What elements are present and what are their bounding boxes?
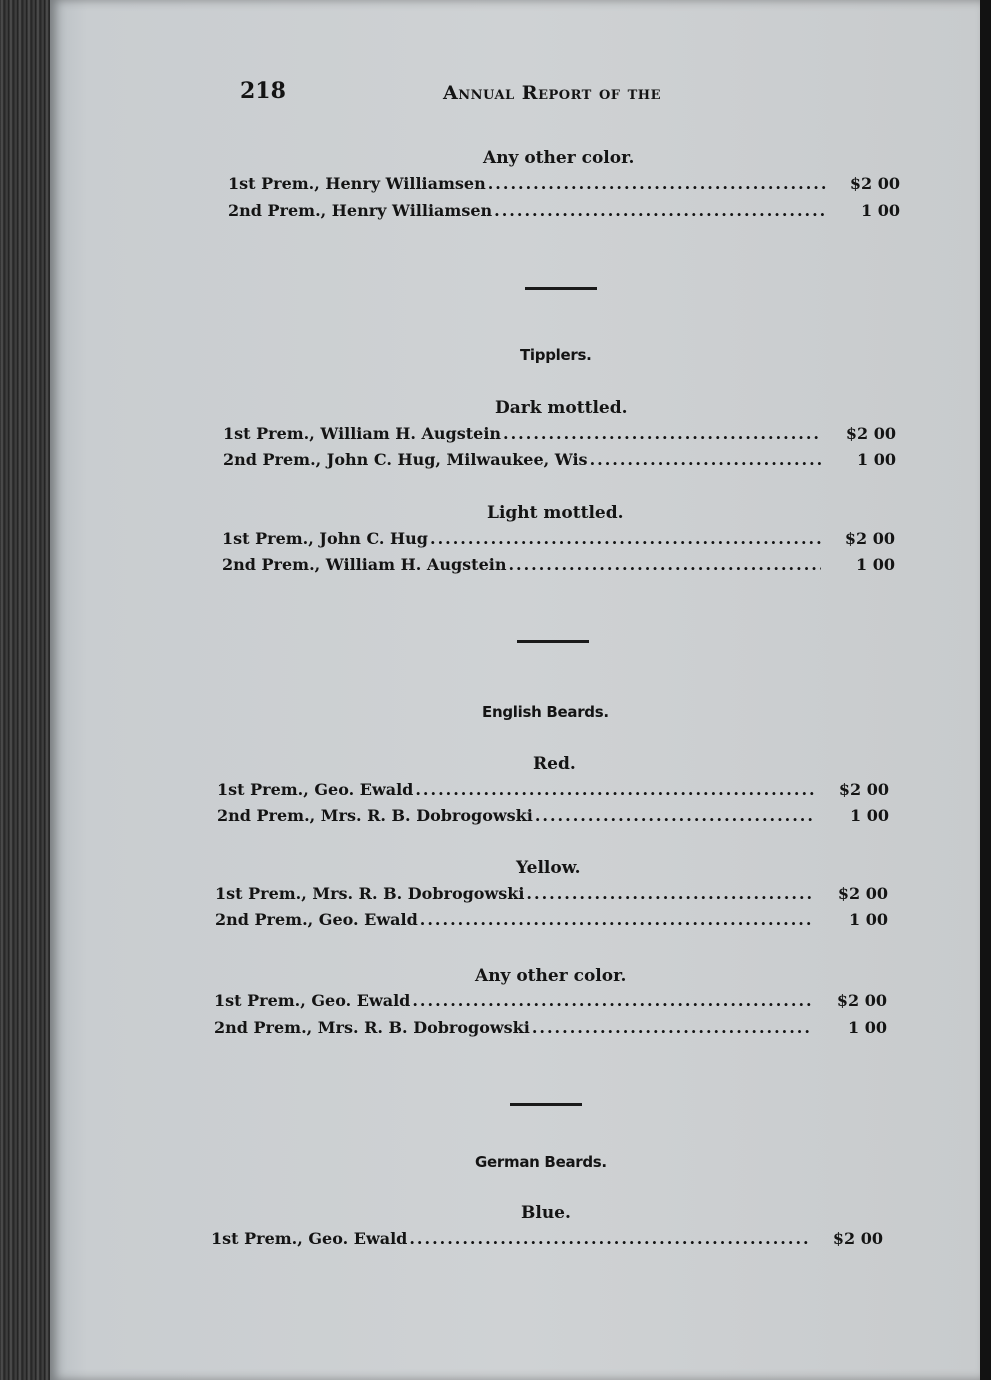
premium-row — [222, 555, 895, 577]
subheading-any-other-color: Any other color. — [475, 966, 627, 986]
premium-row — [228, 201, 900, 223]
page-edge — [980, 0, 991, 1380]
premium-amount: $2 00 — [838, 780, 889, 799]
premium-entry: 1st Prem., Henry Williamsen — [228, 174, 486, 193]
premium-entry: 2nd Prem., Mrs. R. B. Dobrogowski — [214, 1018, 530, 1037]
dot-leader — [488, 174, 826, 193]
premium-amount: 1 00 — [848, 1018, 887, 1037]
premium-row — [214, 1018, 887, 1040]
section-divider — [517, 640, 589, 643]
premium-row — [228, 174, 900, 196]
premium-entry: 2nd Prem., Geo. Ewald — [215, 910, 418, 929]
premium-amount: 1 00 — [850, 806, 889, 825]
dot-leader — [532, 1018, 813, 1037]
dot-leader — [494, 201, 826, 220]
premium-amount: $2 00 — [837, 884, 888, 903]
dot-leader — [526, 884, 814, 903]
premium-entry: 2nd Prem., William H. Augstein — [222, 555, 507, 574]
section-divider — [510, 1103, 582, 1106]
dot-leader — [420, 910, 814, 929]
book-spine — [0, 0, 50, 1380]
premium-amount: 1 00 — [861, 201, 900, 220]
dot-leader — [430, 529, 821, 548]
subheading-yellow: Yellow. — [516, 858, 581, 878]
subheading-any-other-color: Any other color. — [483, 148, 635, 168]
premium-entry: 2nd Prem., Henry Williamsen — [228, 201, 493, 220]
section-divider — [525, 287, 597, 290]
dot-leader — [503, 424, 822, 443]
dot-leader — [590, 450, 822, 469]
premium-amount: $2 00 — [836, 991, 887, 1010]
running-header-title: Annual Report of the — [443, 82, 661, 104]
premium-row — [217, 806, 889, 828]
premium-entry: 1st Prem., Geo. Ewald — [211, 1229, 408, 1248]
subheading-red: Red. — [533, 754, 576, 774]
premium-row — [215, 910, 888, 932]
premium-row — [222, 529, 895, 551]
premium-amount: $2 00 — [845, 424, 896, 443]
dot-leader — [415, 780, 815, 799]
premium-entry: 1st Prem., John C. Hug — [222, 529, 428, 548]
section-title-german-beards: German Beards. — [475, 1153, 607, 1171]
premium-row — [211, 1229, 883, 1251]
subheading-blue: Blue. — [521, 1203, 571, 1223]
dot-leader — [409, 1229, 809, 1248]
premium-amount: $2 00 — [844, 529, 895, 548]
premium-entry: 1st Prem., William H. Augstein — [223, 424, 502, 443]
subheading-light-mottled: Light mottled. — [487, 503, 624, 523]
premium-entry: 1st Prem., Mrs. R. B. Dobrogowski — [215, 884, 525, 903]
premium-row — [223, 450, 896, 472]
premium-row — [214, 991, 887, 1013]
section-title-english-beards: English Beards. — [482, 703, 609, 721]
dot-leader — [535, 806, 815, 825]
premium-row — [217, 780, 889, 802]
section-title-tipplers: Tipplers. — [520, 346, 592, 364]
premium-amount: $2 00 — [832, 1229, 883, 1248]
dot-leader — [508, 555, 821, 574]
subheading-dark-mottled: Dark mottled. — [495, 398, 628, 418]
premium-amount: 1 00 — [857, 450, 896, 469]
premium-entry: 2nd Prem., John C. Hug, Milwaukee, Wis — [223, 450, 588, 469]
dot-leader — [412, 991, 813, 1010]
premium-amount: $2 00 — [849, 174, 900, 193]
premium-entry: 1st Prem., Geo. Ewald — [214, 991, 411, 1010]
premium-amount: 1 00 — [849, 910, 888, 929]
premium-entry: 1st Prem., Geo. Ewald — [217, 780, 414, 799]
premium-amount: 1 00 — [856, 555, 895, 574]
premium-row — [223, 424, 896, 446]
premium-row — [215, 884, 888, 906]
page-number: 218 — [240, 78, 286, 104]
premium-entry: 2nd Prem., Mrs. R. B. Dobrogowski — [217, 806, 533, 825]
